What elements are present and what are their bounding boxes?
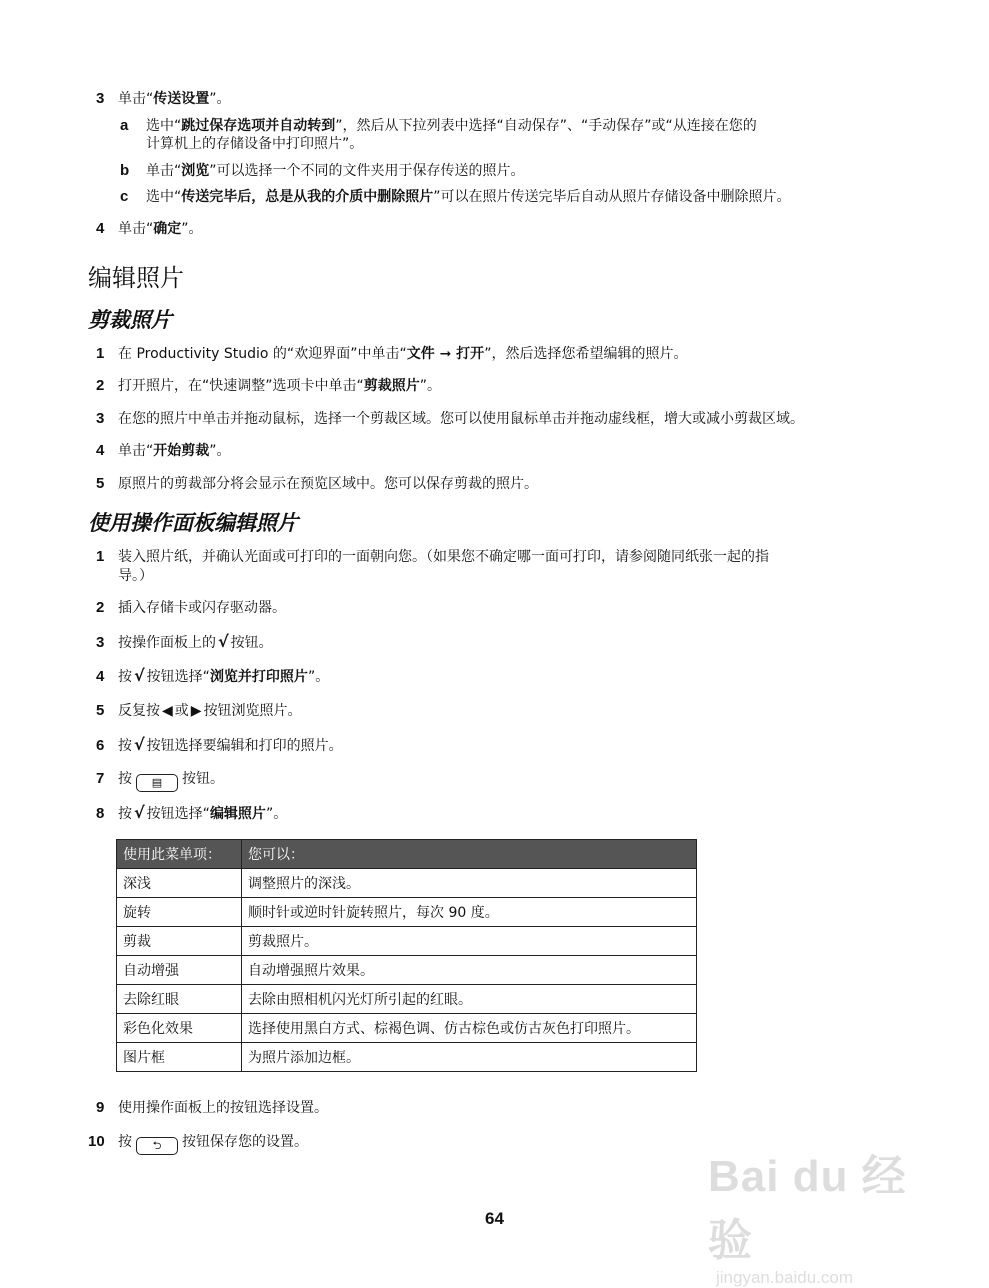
step-4-ok	[96, 219, 203, 239]
section-title: 编辑照片	[88, 264, 184, 292]
table-cell-desc: 调整照片的深浅。	[242, 869, 697, 898]
step-text-post: 按钮保存您的设置。	[182, 1134, 308, 1150]
step-number: 2	[96, 377, 105, 394]
table-cell-item: 深浅	[117, 869, 242, 898]
check-icon: √	[134, 735, 145, 754]
back-key-icon: ⮌	[136, 1137, 178, 1155]
step-text-post: ”。	[307, 669, 330, 685]
step-keyword: 浏览并打印照片	[209, 669, 308, 685]
table-header-cell: 您可以：	[242, 840, 697, 869]
check-icon: √	[218, 632, 229, 651]
edit-menu-table	[116, 839, 697, 1072]
step-text-mid: 按钮选择“	[146, 806, 210, 822]
step-text: 装入照片纸，并确认光面或可打印的一面朝向您。（如果您不确定哪一面可打印，请参阅随同纸张一起的指	[118, 549, 769, 565]
panel-step-8	[96, 803, 287, 824]
table-row	[117, 869, 697, 898]
step-number: 4	[96, 220, 105, 237]
panel-step-2	[96, 598, 286, 618]
watermark-url: jingyan.baidu.com	[716, 1268, 854, 1287]
substep-letter: b	[120, 162, 130, 179]
crop-step-3	[96, 409, 804, 429]
step-text-post: ”。	[209, 91, 231, 107]
panel-step-9	[96, 1098, 328, 1118]
table-row	[117, 927, 697, 956]
step-text-post: 按钮浏览照片。	[203, 703, 302, 719]
panel-step-5	[96, 701, 302, 721]
step-number: 8	[96, 805, 105, 822]
step-keyword: 编辑照片	[209, 806, 266, 822]
step-text-pre: 在 Productivity Studio 的“欢迎界面”中单击“	[118, 346, 407, 362]
substep-text-post: ”，然后从下拉列表中选择“自动保存”、“手动保存”或“从连接在您的	[335, 118, 757, 134]
step-text-pre: 按操作面板上的	[118, 635, 216, 651]
step-number: 5	[96, 475, 105, 492]
table-cell-desc: 选择使用黑白方式、棕褐色调、仿古棕色或仿古灰色打印照片。	[242, 1014, 697, 1043]
step-text-post: 按钮选择要编辑和打印的照片。	[146, 738, 343, 754]
substep-b	[120, 161, 525, 181]
crop-step-5	[96, 474, 538, 494]
watermark-logo: Bai du 经验	[708, 1152, 907, 1265]
substep-text-post: ”可以在照片传送完毕后自动从照片存储设备中删除照片。	[433, 189, 791, 205]
step-keyword: 确定	[153, 221, 182, 237]
substep-text-pre: 选中“	[146, 189, 182, 205]
step-text: 插入存储卡或闪存驱动器。	[118, 600, 286, 616]
table-cell-item: 剪裁	[117, 927, 242, 956]
step-text-mid: 按钮选择“	[146, 669, 210, 685]
substep-keyword: 跳过保存选项并自动转到	[181, 118, 336, 134]
check-icon: √	[134, 803, 145, 822]
step-text-pre: 按	[118, 669, 132, 685]
step-text: 原照片的剪裁部分将会显示在预览区域中。您可以保存剪裁的照片。	[118, 476, 538, 492]
step-number: 3	[96, 634, 105, 651]
step-number: 9	[96, 1099, 105, 1116]
substep-keyword: 传送完毕后，总是从我的介质中删除照片	[181, 189, 434, 205]
step-text-post: 按钮。	[182, 771, 224, 787]
step-text-pre: 按	[118, 1134, 132, 1150]
step-text-post: 按钮。	[230, 635, 273, 651]
substep-keyword: 浏览	[181, 163, 210, 179]
step-text-pre: 单击“	[118, 91, 154, 107]
page-number: 64	[485, 1209, 504, 1228]
table-cell-item: 去除红眼	[117, 985, 242, 1014]
step-text-pre: 单击“	[118, 221, 154, 237]
step-number: 3	[96, 410, 105, 427]
step-keyword: 开始剪裁	[153, 443, 210, 459]
crop-step-1	[96, 344, 687, 364]
step-text-post: ”。	[265, 806, 288, 822]
step-keyword: 传送设置	[153, 91, 210, 107]
menu-key-icon: ▤	[136, 774, 178, 792]
step-text: 在您的照片中单击并拖动鼠标，选择一个剪裁区域。您可以使用鼠标单击并拖动虚线框，增大或减小剪裁区域。	[118, 411, 804, 427]
baidu-watermark	[708, 1140, 948, 1287]
substep-a-continuation: 计算机上的存储设备中打印照片”。	[146, 136, 364, 152]
panel-step-3	[96, 632, 273, 653]
table-cell-desc: 顺时针或逆时针旋转照片，每次 90 度。	[242, 898, 697, 927]
table-row	[117, 956, 697, 985]
step-number: 10	[88, 1133, 105, 1150]
step-text-pre: 按	[118, 738, 132, 754]
step-number: 1	[96, 345, 105, 362]
step-keyword: 剪裁照片	[363, 378, 420, 394]
table-cell-item: 图片框	[117, 1043, 242, 1072]
subsection-title-panel: 使用操作面板编辑照片	[88, 511, 298, 535]
crop-step-4	[96, 441, 231, 461]
table-cell-desc: 剪裁照片。	[242, 927, 697, 956]
step-number: 4	[96, 668, 105, 685]
panel-step-10	[88, 1132, 308, 1155]
step-number: 7	[96, 770, 105, 787]
check-icon: √	[134, 666, 145, 685]
table-cell-item: 彩色化效果	[117, 1014, 242, 1043]
table-row	[117, 1014, 697, 1043]
crop-step-2	[96, 376, 441, 396]
step-number: 1	[96, 548, 105, 565]
table-cell-desc: 为照片添加边框。	[242, 1043, 697, 1072]
step-text-pre: 反复按	[118, 703, 160, 719]
subsection-title-crop: 剪裁照片	[88, 308, 172, 332]
step-text-post: ”。	[209, 443, 231, 459]
table-row	[117, 1043, 697, 1072]
substep-text-pre: 单击“	[146, 163, 182, 179]
substep-text-pre: 选中“	[146, 118, 182, 134]
panel-step-4	[96, 666, 329, 687]
substep-a	[120, 116, 757, 136]
substep-text-post: ”可以选择一个不同的文件夹用于保存传送的照片。	[209, 163, 525, 179]
step-text-mid: 或	[174, 703, 189, 719]
step-number: 3	[96, 90, 105, 107]
table-cell-item: 旋转	[117, 898, 242, 927]
substep-c	[120, 187, 791, 207]
step-number: 5	[96, 702, 105, 719]
panel-step-1-continuation: 导。）	[118, 568, 153, 584]
step-keyword: 文件 ➞ 打开	[406, 346, 485, 362]
step-text: 使用操作面板上的按钮选择设置。	[118, 1100, 328, 1116]
step-3-transfer-settings	[96, 89, 231, 109]
step-text-pre: 单击“	[118, 443, 154, 459]
table-row	[117, 985, 697, 1014]
table-row	[117, 898, 697, 927]
step-number: 6	[96, 737, 105, 754]
step-text-post: ”。	[181, 221, 203, 237]
step-text-pre: 打开照片，在“快速调整”选项卡中单击“	[118, 378, 364, 394]
step-text-pre: 按	[118, 771, 132, 787]
table-cell-desc: 去除由照相机闪光灯所引起的红眼。	[242, 985, 697, 1014]
table-cell-item: 自动增强	[117, 956, 242, 985]
table-header-cell: 使用此菜单项：	[117, 840, 242, 869]
panel-step-1	[96, 547, 769, 567]
table-header-row	[117, 840, 697, 869]
panel-step-7	[96, 769, 224, 792]
step-text-post: ”。	[419, 378, 442, 394]
substep-letter: c	[120, 188, 129, 205]
left-arrow-icon: ◀	[162, 703, 173, 719]
step-number: 4	[96, 442, 105, 459]
substep-letter: a	[120, 117, 129, 134]
step-number: 2	[96, 599, 105, 616]
step-text-post: ”，然后选择您希望编辑的照片。	[484, 346, 688, 362]
step-text-pre: 按	[118, 806, 132, 822]
table-cell-desc: 自动增强照片效果。	[242, 956, 697, 985]
right-arrow-icon: ▶	[190, 703, 202, 719]
panel-step-6	[96, 735, 343, 756]
